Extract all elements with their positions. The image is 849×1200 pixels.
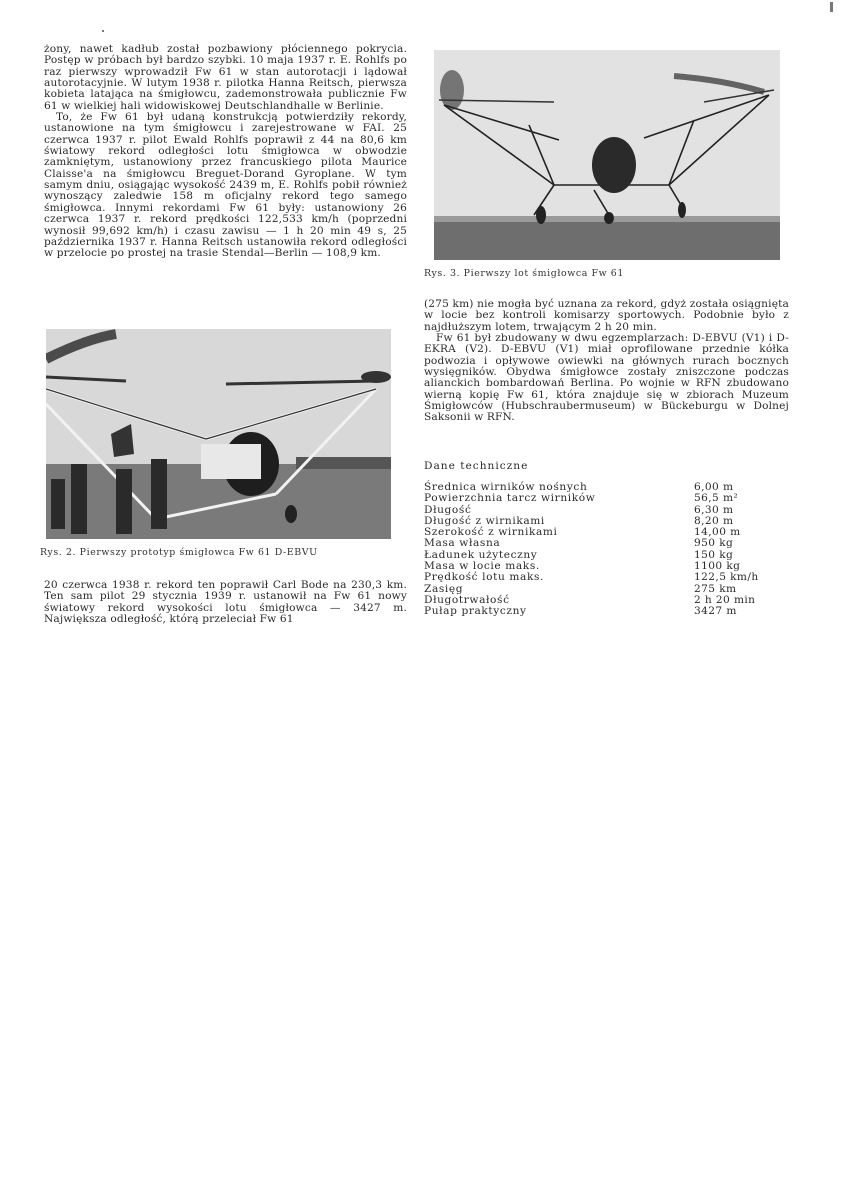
spec-value: 122,5 km/h: [694, 571, 759, 584]
paragraph: 20 czerwca 1938 r. rekord ten poprawił Carl Bode na 230,3 km. Ten sam pilot 29 stycznia 1939 r. ustanowił na Fw 61 nowy światowy rekord wysokości lotu śmigłowca — 3427 m. Największa odległość, którą przeleciał Fw 61: [44, 579, 407, 626]
spec-label: Pułap praktyczny: [424, 605, 527, 618]
figure-2-caption: Rys. 2. Pierwszy prototyp śmigłowca Fw 61 D-EBVU: [40, 547, 318, 558]
left-column-text: [44, 44, 407, 260]
paragraph: Fw 61 był zbudowany w dwu egzemplarzach: D-EBVU (V1) i D-EKRA (V2). D-EBVU (V1) miał oprofilowane przednie kółka podwozia i opływowe owiewki na głównych rurach bocznych wysięgników. Obydwa śmigłowce zostały zniszczone podczas alianckich bombardowań Berlina. Po wojnie w RFN zbudowano wierną kopię Fw 61, która znajduje się w zbiorach Muzeum Śmigłowców (Hubschraubermuseum) w Bückeburgu w Dolnej Saksonii w RFN.: [424, 332, 789, 424]
spec-label: Masa własna: [424, 537, 501, 550]
paragraph: To, że Fw 61 był udaną konstrukcją potwierdziły rekordy, ustanowione na tym śmigłowcu i zarejestrowane w FAI. 25 czerwca 1937 r. pilot Ewald Rohlfs poprawił z 44 na 80,6 km światowy rekord odległości lotu śmigłowca w obwodzie zamkniętym, ustanowiony przez francuskiego pilota Maurice Claisse'a na śmigłowcu Breguet-Dorand Gyroplane. W tym samym dniu, osiągając wysokość 2439 m, E. Rohlfs pobił również wynoszący zaledwie 158 m oficjalny rekord tego samego śmigłowca. Innymi rekordami Fw 61 były: ustanowiony 26 czerwca 1937 r. rekord prędkości 122,533 km/h (poprzedni wynosił 99,692 km/h) i czasu zawisu — 1 h 20 min 49 s, 25 października 1937 r. Hanna Reitsch ustanowiła rekord odległości w przelocie po prostej na trasie Stendal—Berlin — 108,9 km.: [44, 111, 407, 260]
specs-title: Dane techniczne: [424, 460, 529, 472]
spec-row: [424, 493, 764, 504]
spec-value: 8,20 m: [694, 514, 734, 527]
left-column-bottom-text: [44, 580, 407, 625]
spec-value: 6,00 m: [694, 481, 734, 493]
spec-label: Masa w locie maks.: [424, 560, 540, 573]
right-column-text: [424, 299, 789, 424]
figure-3-caption: Rys. 3. Pierwszy lot śmigłowca Fw 61: [424, 268, 624, 279]
figure-2-photo: [46, 329, 391, 539]
spec-row: [424, 606, 764, 617]
spec-label: Ładunek użyteczny: [424, 548, 538, 561]
spec-value: 14,00 m: [694, 526, 741, 539]
spec-value: 2 h 20 min: [694, 593, 756, 606]
spec-label: Zasięg: [424, 582, 464, 595]
spec-label: Prędkość lotu maks.: [424, 571, 544, 584]
spec-value: 275 km: [694, 582, 737, 595]
spec-value: 56,5 m²: [694, 492, 739, 505]
spec-value: 950 kg: [694, 537, 734, 550]
spec-row: [424, 572, 764, 583]
spec-value: 150 kg: [694, 548, 734, 561]
figure-3-photo: [434, 50, 780, 260]
spec-label: Powierzchnia tarcz wirników: [424, 492, 596, 505]
spec-value: 1100 kg: [694, 560, 741, 573]
spec-label: Długość z wirnikami: [424, 514, 545, 527]
spec-label: Długotrwałość: [424, 593, 510, 606]
paragraph: żony, nawet kadłub został pozbawiony płóciennego pokrycia. Postęp w próbach był bardzo szybki. 10 maja 1937 r. E. Rohlfs po raz pierwszy wprowadził Fw 61 w stan autorotacji i lądował autorotacyjnie. W lutym 1938 r. pilotka Hanna Reitsch, pierwsza kobieta latająca na śmigłowcu, zademonstrowała publicznie Fw 61 w wielkiej hali widowiskowej Deutschlandhalle w Berlinie.: [44, 43, 407, 112]
spec-value: 6,30 m: [694, 503, 734, 516]
spec-label: Szerokość z wirnikami: [424, 526, 558, 539]
spec-value: 3427 m: [694, 605, 737, 618]
scan-speck: [102, 30, 104, 32]
scan-speck: [830, 2, 833, 12]
specs-table: [424, 482, 764, 618]
spec-label: Długość: [424, 503, 472, 516]
paragraph: (275 km) nie mogła być uznana za rekord, gdyż została osiągnięta w locie bez kontroli komisarzy sportowych. Podobnie było z najdłuższym lotem, trwającym 2 h 20 min.: [424, 298, 789, 333]
spec-label: Średnica wirników nośnych: [424, 481, 588, 493]
